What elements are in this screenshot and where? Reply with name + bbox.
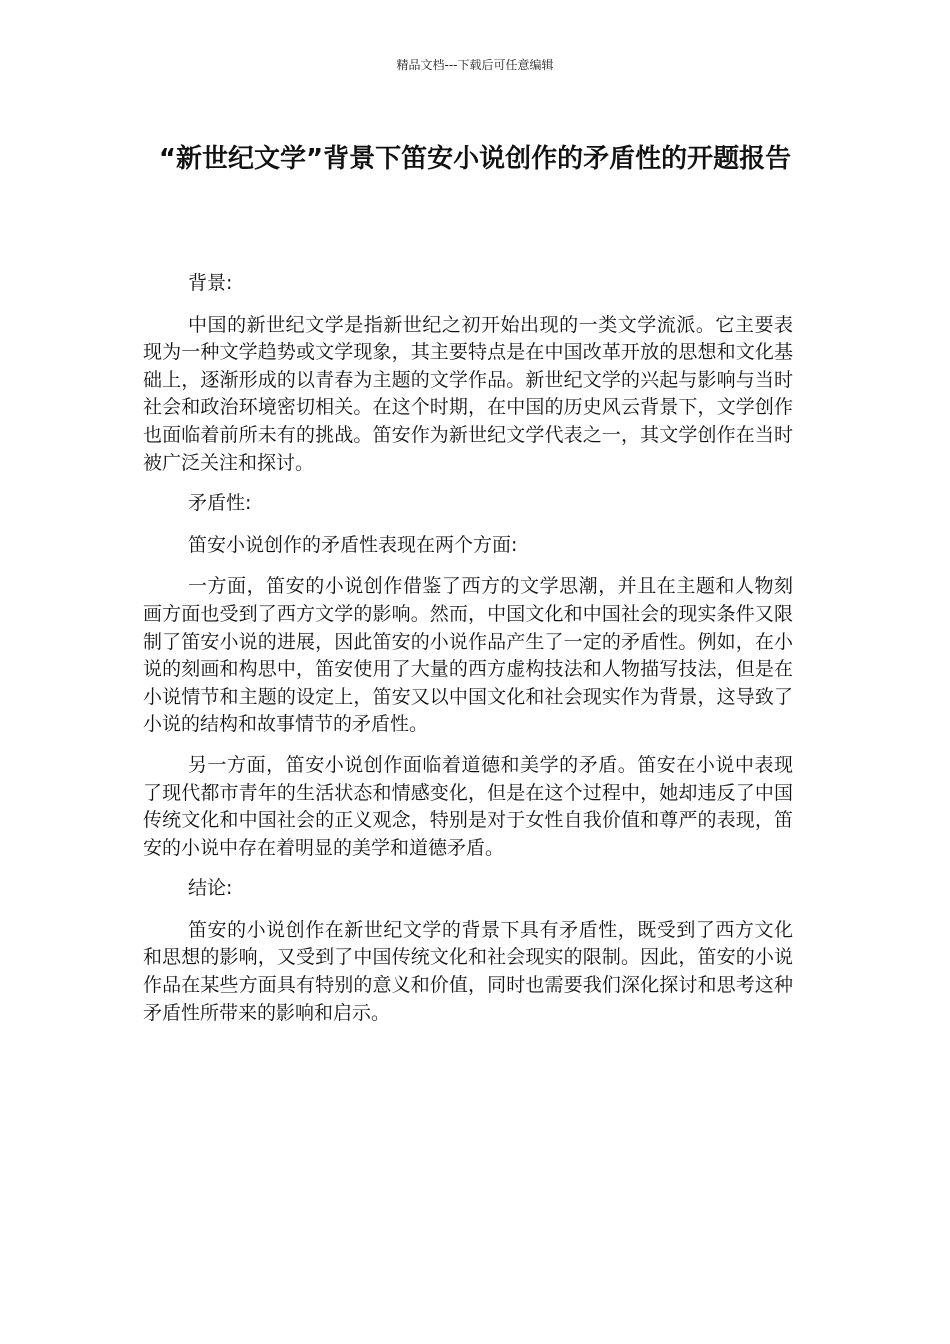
section-label-background: 背景: [188, 272, 233, 294]
section-label-conclusion: 结论: [188, 877, 233, 900]
document-title: “新世纪文学”背景下笛安小说创作的矛盾性的开题报告 [158, 144, 792, 174]
document-body [143, 270, 793, 1040]
paragraph-contradiction-intro: 笛安小说创作的矛盾性表现在两个方面: [188, 533, 518, 556]
paragraph-contradiction-2: 另一方面，笛安小说创作面临着道德和美学的矛盾。笛安在小说中表现了现代都市青年的生活状态和情感变化，但是在这个过程中，她却违反了中国传统文化和中国社会的正义观念，特别是对于女性自我价值和尊严的表现，笛安的小说中存在着明显的美学和道德矛盾。 [143, 753, 793, 859]
header-note: 精品文档---下载后可任意编辑 [396, 58, 554, 72]
section-label-contradiction: 矛盾性: [188, 492, 252, 515]
paragraph-conclusion: 笛安的小说创作在新世纪文学的背景下具有矛盾性，既受到了西方文化和思想的影响，又受到了中国传统文化和社会现实的限制。因此，笛安的小说作品在某些方面具有特别的意义和价值，同时也需要我们深化探讨和思考这种矛盾性所带来的影响和启示。 [143, 918, 793, 1024]
paragraph-contradiction-1: 一方面，笛安的小说创作借鉴了西方的文学思潮，并且在主题和人物刻画方面也受到了西方文学的影响。然而，中国文化和中国社会的现实条件又限制了笛安小说的进展，因此笛安的小说作品产生了一定的矛盾性。例如，在小说的刻画和构思中，笛安使用了大量的西方虚构技法和人物描写技法，但是在小说情节和主题的设定上，笛安又以中国文化和社会现实作为背景，这导致了小说的结构和故事情节的矛盾性。 [143, 575, 793, 736]
paragraph-background: 中国的新世纪文学是指新世纪之初开始出现的一类文学流派。它主要表现为一种文学趋势或文学现象，其主要特点是在中国改革开放的思想和文化基础上，逐渐形成的以青春为主题的文学作品。新世纪文学的兴起与影响与当时社会和政治环境密切相关。在这个时期，在中国的历史风云背景下，文学创作也面临着前所未有的挑战。笛安作为新世纪文学代表之一，其文学创作在当时被广泛关注和探讨。 [143, 313, 793, 474]
